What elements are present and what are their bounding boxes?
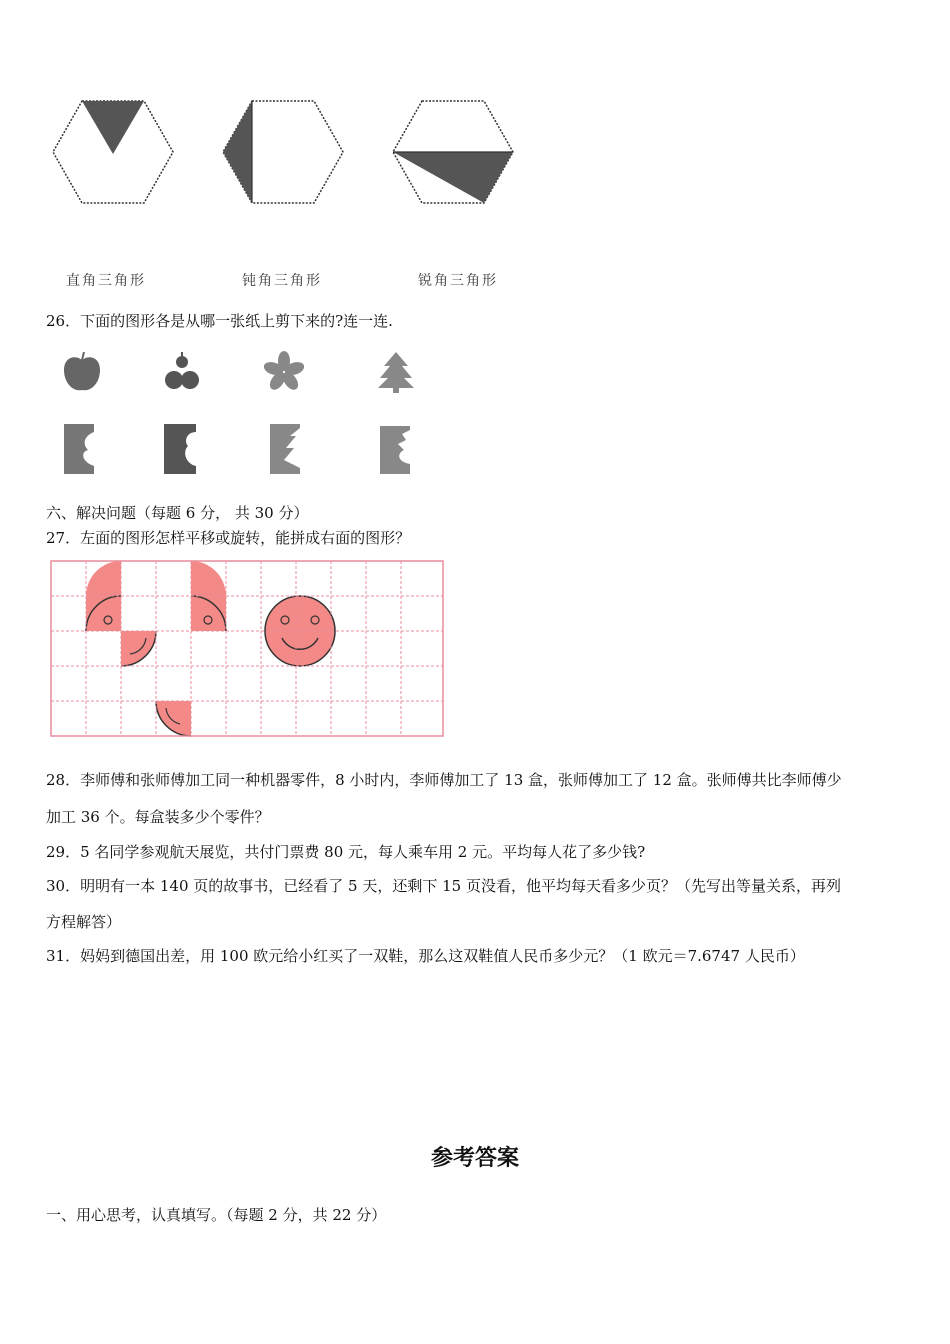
paper-2 bbox=[160, 422, 200, 478]
apple-shape bbox=[60, 350, 104, 394]
caption-acute-triangle: 锐角三角形 bbox=[418, 273, 498, 289]
question-29: 29．5 名同学参观航天展览，共付门票费 80 元，每人乘车用 2 元。平均每人花了多少钱? bbox=[46, 843, 646, 861]
question-28-line1: 28．李师傅和张师傅加工同一种机器零件，8 小时内，李师傅加工了 13 盒，张师傅加工了 12 盒。张师傅共比李师傅少 bbox=[46, 771, 842, 789]
question-30-line2: 方程解答） bbox=[46, 913, 122, 931]
tree-shape bbox=[374, 350, 418, 394]
question-30-line1: 30．明明有一本 140 页的故事书，已经看了 5 天，还剩下 15 页没看，他平均每天看多少页？（先写出等量关系，再列 bbox=[46, 877, 841, 895]
hexagon-acute-triangle bbox=[390, 98, 520, 208]
question-28-line2: 加工 36 个。每盒装多少个零件？ bbox=[46, 808, 270, 826]
question-26: 26．下面的图形各是从哪一张纸上剪下来的?连一连. bbox=[46, 312, 393, 330]
paper-3 bbox=[266, 422, 306, 478]
question-27: 27．左面的图形怎样平移或旋转，能拼成右面的图形？ bbox=[46, 529, 411, 547]
gourd-shape bbox=[160, 350, 204, 394]
caption-obtuse-triangle: 钝角三角形 bbox=[242, 273, 322, 289]
paper-1 bbox=[62, 422, 102, 478]
hexagon-obtuse-triangle bbox=[220, 98, 350, 208]
question-31: 31．妈妈到德国出差，用 100 欧元给小红买了一双鞋，那么这双鞋值人民币多少元？（1 欧元＝7.6747 人民币） bbox=[46, 947, 805, 965]
flower-shape bbox=[262, 350, 306, 394]
answers-section-1: 一、用心思考，认真填写。（每题 2 分，共 22 分） bbox=[46, 1206, 387, 1224]
grid-figure bbox=[48, 558, 448, 742]
answers-title: 参考答案 bbox=[430, 1146, 519, 1171]
caption-right-triangle: 直角三角形 bbox=[66, 273, 146, 289]
section-6-heading: 六、解决问题（每题 6 分， 共 30 分） bbox=[46, 504, 309, 522]
paper-4 bbox=[376, 422, 416, 478]
hexagon-right-triangle bbox=[50, 98, 180, 208]
